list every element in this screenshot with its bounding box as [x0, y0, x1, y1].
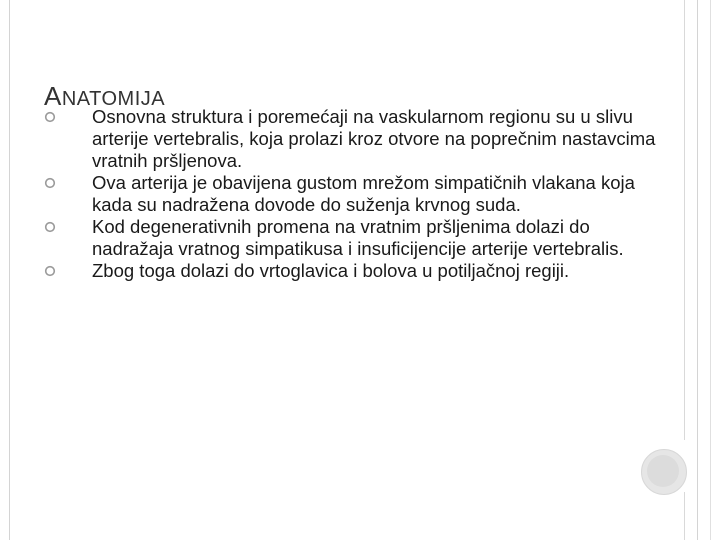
bullet-item: [44, 106, 669, 172]
ring-bullet-icon: [44, 221, 56, 233]
ring-bullet-icon: [44, 265, 56, 277]
bullet-text: Zbog toga dolazi do vrtoglavica i bolova u potiljačnoj regiji.: [92, 260, 570, 281]
bullet-item: [44, 172, 669, 216]
frame-right-inner-line-lower: [684, 492, 685, 540]
frame-right-inner-line: [684, 0, 685, 440]
bullet-item: [44, 216, 669, 260]
bullet-text: Osnovna struktura i poremećaji na vaskularnom regionu su u slivu arterije vertebralis, koja prolazi kroz otvore na poprečnim nastavcima vratnih pršljenova.: [92, 106, 656, 171]
frame-left-line: [9, 0, 10, 540]
bullet-text: Kod degenerativnih promena na vratnim pršljenima dolazi do nadražaja vratnog simpatikusa i insuficijencije arterije vertebralis.: [92, 216, 624, 259]
bullet-item: [44, 260, 669, 282]
ring-bullet-icon: [44, 111, 56, 123]
decorative-circle-inner: [647, 455, 679, 487]
bullet-list: [44, 106, 669, 282]
frame-right-outer-line: [697, 0, 698, 540]
slide-title-rest: NATOMIJA: [61, 88, 166, 110]
frame-right-edge-line: [710, 0, 711, 540]
slide-title-first-letter: A: [44, 81, 62, 111]
bullet-text: Ova arterija je obavijena gustom mrežom simpatičnih vlakana koja kada su nadražena dovode do suženja krvnog suda.: [92, 172, 635, 215]
ring-bullet-icon: [44, 177, 56, 189]
